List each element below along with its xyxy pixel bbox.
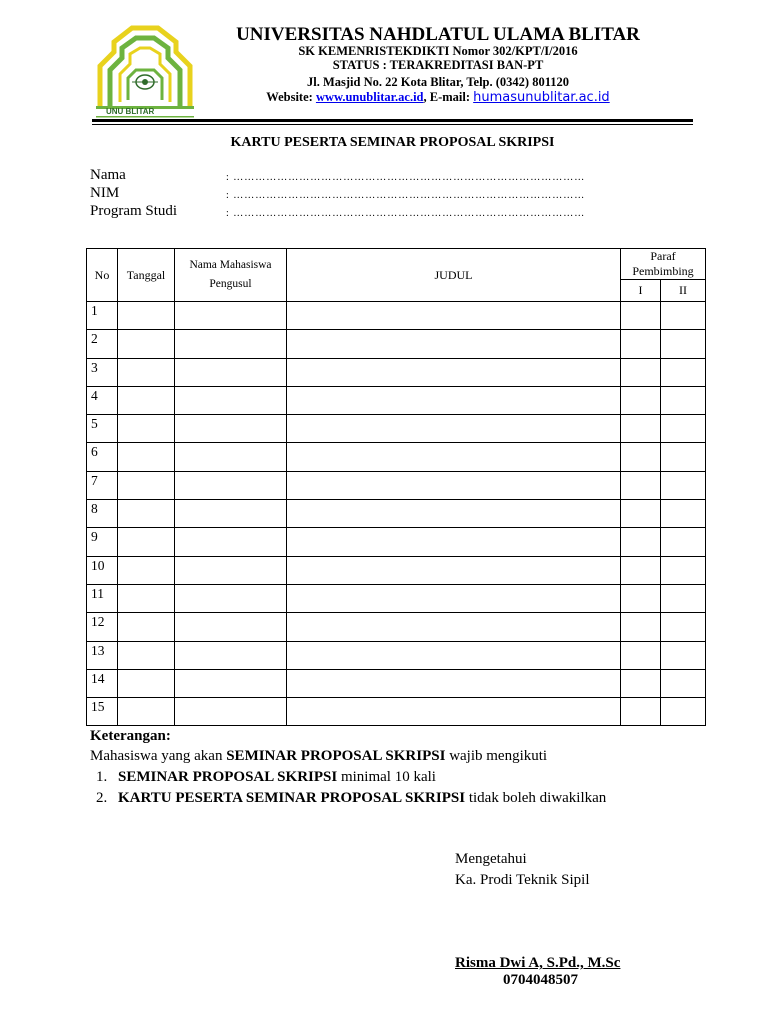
table-row — [87, 669, 706, 697]
notes-intro-bold: SEMINAR PROPOSAL SKRIPSI — [226, 748, 446, 764]
notes-item-1-bold: SEMINAR PROPOSAL SKRIPSI — [118, 769, 338, 785]
field-nama-fill: : …………………………………………………………………………………… — [226, 172, 586, 183]
table-row — [87, 471, 706, 499]
table-row — [87, 500, 706, 528]
row-nama[interactable] — [175, 330, 287, 358]
row-judul[interactable] — [287, 386, 621, 414]
row-paraf-i[interactable] — [621, 358, 661, 386]
row-judul[interactable] — [287, 669, 621, 697]
header-nama-mahasiswa: Nama Mahasiswa Pengusul — [175, 249, 287, 302]
field-nim-label: NIM — [90, 185, 120, 201]
row-nama[interactable] — [175, 443, 287, 471]
row-paraf-ii[interactable] — [661, 584, 706, 612]
table-row — [87, 443, 706, 471]
row-no: 6 — [87, 443, 118, 471]
notes-intro — [90, 748, 547, 765]
row-nama[interactable] — [175, 584, 287, 612]
row-nama[interactable] — [175, 302, 287, 330]
row-no: 10 — [87, 556, 118, 584]
row-tanggal[interactable] — [118, 528, 175, 556]
table-row — [87, 641, 706, 669]
logo-text: UNU BLITAR — [106, 107, 155, 116]
notes-item-1-rest: minimal 10 kali — [337, 769, 436, 785]
notes-intro-pre: Mahasiswa yang akan — [90, 748, 227, 764]
row-judul[interactable] — [287, 471, 621, 499]
row-nama[interactable] — [175, 358, 287, 386]
row-nama[interactable] — [175, 613, 287, 641]
signatory-id: 0704048507 — [503, 972, 578, 988]
row-no: 8 — [87, 500, 118, 528]
row-tanggal[interactable] — [118, 584, 175, 612]
university-name: UNIVERSITAS NAHDLATUL ULAMA BLITAR — [236, 24, 640, 45]
header-paraf-i: I — [621, 280, 661, 302]
row-no: 2 — [87, 330, 118, 358]
row-nama[interactable] — [175, 556, 287, 584]
seminar-attendance-table — [86, 248, 706, 726]
row-paraf-i[interactable] — [621, 330, 661, 358]
notes-item-2-bold: KARTU PESERTA SEMINAR PROPOSAL SKRIPSI — [118, 790, 466, 806]
notes-item-2 — [96, 790, 606, 807]
row-tanggal[interactable] — [118, 358, 175, 386]
notes-item-2-rest: tidak boleh diwakilkan — [465, 790, 607, 806]
row-judul[interactable] — [287, 698, 621, 726]
row-tanggal[interactable] — [118, 500, 175, 528]
row-paraf-i[interactable] — [621, 528, 661, 556]
row-paraf-i[interactable] — [621, 698, 661, 726]
row-nama[interactable] — [175, 528, 287, 556]
row-paraf-ii[interactable] — [661, 556, 706, 584]
row-paraf-i[interactable] — [621, 386, 661, 414]
row-no: 4 — [87, 386, 118, 414]
accreditation-status: STATUS : TERAKREDITASI BAN-PT — [332, 58, 544, 72]
row-no: 13 — [87, 641, 118, 669]
row-judul[interactable] — [287, 443, 621, 471]
row-nama[interactable] — [175, 698, 287, 726]
row-paraf-ii[interactable] — [661, 443, 706, 471]
row-tanggal[interactable] — [118, 698, 175, 726]
unu-blitar-logo — [92, 22, 198, 120]
table-row — [87, 415, 706, 443]
address: Jl. Masjid No. 22 Kota Blitar, Telp. (0342) 801120 — [306, 75, 570, 89]
row-no: 5 — [87, 415, 118, 443]
field-prodi-label: Program Studi — [90, 203, 178, 219]
row-tanggal[interactable] — [118, 613, 175, 641]
row-paraf-ii[interactable] — [661, 330, 706, 358]
row-no: 3 — [87, 358, 118, 386]
row-paraf-ii[interactable] — [661, 358, 706, 386]
field-nama-label: Nama — [90, 167, 126, 183]
website-label: Website: — [266, 90, 316, 104]
notes-intro-post: wajib mengikuti — [445, 748, 548, 764]
row-nama[interactable] — [175, 415, 287, 443]
table-row — [87, 556, 706, 584]
header-judul: JUDUL — [287, 249, 621, 302]
row-tanggal[interactable] — [118, 302, 175, 330]
signature-acknowledge: Mengetahui — [455, 851, 527, 867]
row-nama[interactable] — [175, 471, 287, 499]
row-nama[interactable] — [175, 500, 287, 528]
row-paraf-i[interactable] — [621, 669, 661, 697]
row-paraf-ii[interactable] — [661, 386, 706, 414]
row-tanggal[interactable] — [118, 386, 175, 414]
notes-item-1 — [96, 769, 436, 786]
row-paraf-ii[interactable] — [661, 613, 706, 641]
table-row — [87, 330, 706, 358]
header-rule-thick — [92, 119, 693, 122]
row-paraf-i[interactable] — [621, 556, 661, 584]
table-row — [87, 386, 706, 414]
notes-item-1-num: 1. — [96, 769, 108, 785]
table-row — [87, 528, 706, 556]
row-paraf-i[interactable] — [621, 500, 661, 528]
row-no: 14 — [87, 669, 118, 697]
header-tanggal: Tanggal — [118, 249, 175, 302]
row-judul[interactable] — [287, 641, 621, 669]
row-paraf-ii[interactable] — [661, 415, 706, 443]
table-row — [87, 302, 706, 330]
table-row — [87, 584, 706, 612]
row-nama[interactable] — [175, 669, 287, 697]
row-tanggal[interactable] — [118, 415, 175, 443]
notes-heading: Keterangan: — [90, 728, 171, 744]
row-paraf-i[interactable] — [621, 443, 661, 471]
field-prodi-fill: : …………………………………………………………………………………… — [226, 208, 586, 219]
row-judul[interactable] — [287, 556, 621, 584]
row-nama[interactable] — [175, 386, 287, 414]
row-judul[interactable] — [287, 330, 621, 358]
row-no: 12 — [87, 613, 118, 641]
table-row — [87, 698, 706, 726]
row-tanggal[interactable] — [118, 641, 175, 669]
signatory-name: Risma Dwi A, S.Pd., M.Sc — [455, 955, 621, 971]
header-paraf-ii: II — [661, 280, 706, 302]
row-paraf-ii[interactable] — [661, 528, 706, 556]
row-tanggal[interactable] — [118, 443, 175, 471]
row-paraf-ii[interactable] — [661, 669, 706, 697]
row-judul[interactable] — [287, 358, 621, 386]
table-row — [87, 613, 706, 641]
row-no: 11 — [87, 584, 118, 612]
notes-item-2-num: 2. — [96, 790, 108, 806]
card-title: KARTU PESERTA SEMINAR PROPOSAL SKRIPSI — [230, 135, 555, 150]
row-judul[interactable] — [287, 528, 621, 556]
row-no: 1 — [87, 302, 118, 330]
header-rule-thin — [92, 124, 693, 125]
sk-decree: SK KEMENRISTEKDIKTI Nomor 302/KPT/I/2016 — [298, 44, 578, 58]
row-paraf-i[interactable] — [621, 302, 661, 330]
header-no: No — [87, 249, 118, 302]
row-no: 7 — [87, 471, 118, 499]
row-tanggal[interactable] — [118, 669, 175, 697]
row-judul[interactable] — [287, 415, 621, 443]
table-row — [87, 358, 706, 386]
row-judul[interactable] — [287, 613, 621, 641]
row-judul[interactable] — [287, 500, 621, 528]
row-no: 15 — [87, 698, 118, 726]
row-tanggal[interactable] — [118, 556, 175, 584]
row-no: 9 — [87, 528, 118, 556]
website-link[interactable]: www.unublitar.ac.id — [315, 90, 424, 104]
row-paraf-ii[interactable] — [661, 641, 706, 669]
row-paraf-i[interactable] — [621, 471, 661, 499]
row-paraf-i[interactable] — [621, 415, 661, 443]
row-judul[interactable] — [287, 584, 621, 612]
row-paraf-ii[interactable] — [661, 302, 706, 330]
row-tanggal[interactable] — [118, 471, 175, 499]
row-judul[interactable] — [287, 302, 621, 330]
row-paraf-i[interactable] — [621, 584, 661, 612]
field-nim-fill: : …………………………………………………………………………………… — [226, 190, 586, 201]
row-paraf-ii[interactable] — [661, 471, 706, 499]
contact-line — [200, 90, 676, 105]
row-paraf-ii[interactable] — [661, 698, 706, 726]
row-paraf-i[interactable] — [621, 641, 661, 669]
email-link[interactable]: humasunublitar.ac.id — [473, 90, 610, 105]
header-paraf: Paraf Pembimbing — [621, 249, 706, 280]
row-nama[interactable] — [175, 641, 287, 669]
signature-position: Ka. Prodi Teknik Sipil — [455, 872, 590, 888]
email-label: , E-mail: — [423, 90, 474, 104]
row-paraf-ii[interactable] — [661, 500, 706, 528]
row-tanggal[interactable] — [118, 330, 175, 358]
row-paraf-i[interactable] — [621, 613, 661, 641]
